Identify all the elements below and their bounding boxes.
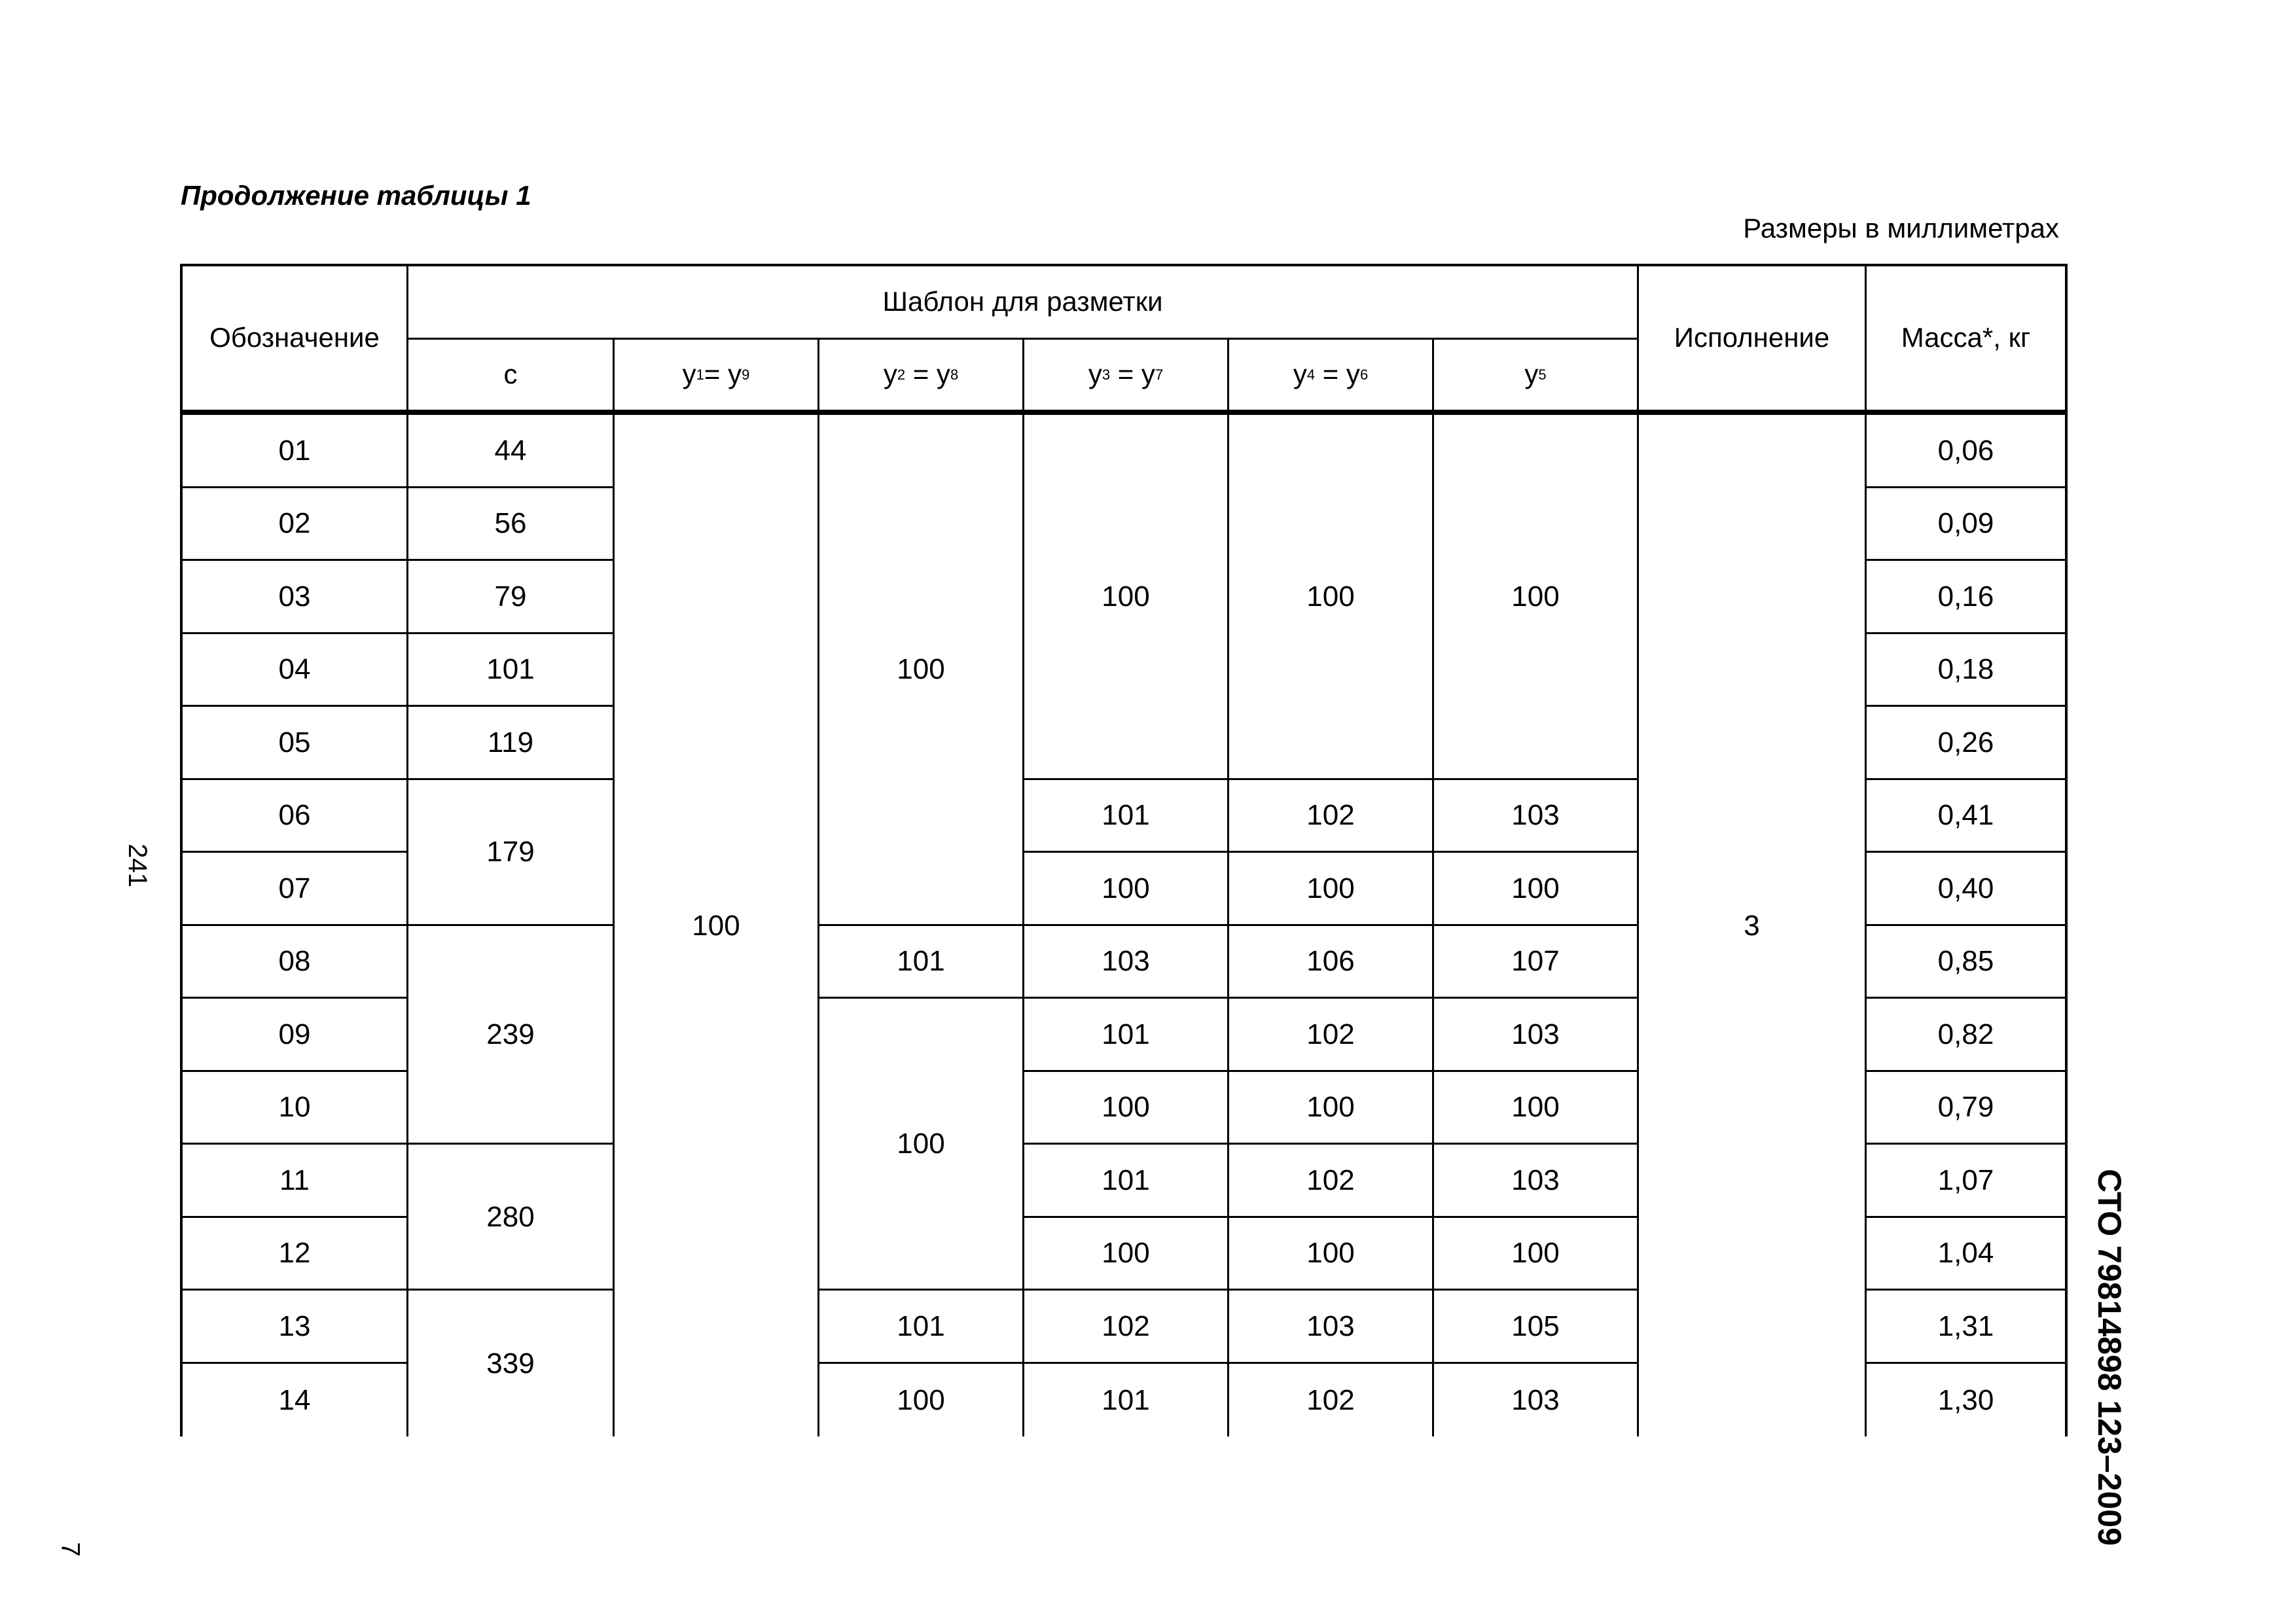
header-y4-y6: y 4 = y 6 (1229, 340, 1434, 415)
header-y2-y8: y 2 = y 8 (819, 340, 1024, 415)
mass-cell: 0,26 (1867, 707, 2065, 780)
c-cell: 79 (408, 561, 615, 634)
y4-y6-cell: 100 (1229, 1072, 1434, 1145)
y2-y8-cell: 100 (819, 1364, 1024, 1437)
y4-y6-cell: 102 (1229, 780, 1434, 853)
y2-y8-cell: 100 (819, 999, 1024, 1291)
y5-cell: 100 (1434, 415, 1639, 780)
y4-y6-cell: 103 (1229, 1291, 1434, 1364)
data-table (180, 264, 2068, 1436)
y5-cell: 103 (1434, 1364, 1639, 1437)
designation-cell: 07 (183, 853, 408, 926)
c-cell: 119 (408, 707, 615, 780)
c-cell: 280 (408, 1145, 615, 1291)
c-cell: 339 (408, 1291, 615, 1436)
y4-y6-cell: 100 (1229, 853, 1434, 926)
designation-cell: 02 (183, 488, 408, 562)
table-caption: Продолжение таблицы 1 (181, 180, 531, 211)
y5-cell: 105 (1434, 1291, 1639, 1364)
designation-cell: 11 (183, 1145, 408, 1218)
header-y3-y7: y 3 = y 7 (1024, 340, 1229, 415)
mass-cell: 0,82 (1867, 999, 2065, 1072)
y3-y7-cell: 100 (1024, 1218, 1229, 1291)
standard-designation: СТО 79814898 123–2009 (2090, 1169, 2128, 1546)
mass-cell: 0,16 (1867, 561, 2065, 634)
mass-cell: 0,40 (1867, 853, 2065, 926)
c-cell: 179 (408, 780, 615, 926)
mass-cell: 0,41 (1867, 780, 2065, 853)
header-designation: Обозначение (183, 266, 408, 415)
mass-cell: 0,18 (1867, 634, 2065, 707)
y2-y8-cell: 101 (819, 926, 1024, 999)
c-cell: 56 (408, 488, 615, 562)
designation-cell: 13 (183, 1291, 408, 1364)
designation-cell: 08 (183, 926, 408, 999)
mass-cell: 1,31 (1867, 1291, 2065, 1364)
units-note: Размеры в миллиметрах (1743, 213, 2059, 243)
page-number: 7 (56, 1542, 85, 1557)
y5-cell: 100 (1434, 1218, 1639, 1291)
mass-cell: 0,85 (1867, 926, 2065, 999)
c-cell: 239 (408, 926, 615, 1145)
y3-y7-cell: 101 (1024, 999, 1229, 1072)
y3-y7-cell: 101 (1024, 1364, 1229, 1437)
designation-cell: 09 (183, 999, 408, 1072)
y3-y7-cell: 100 (1024, 415, 1229, 780)
y5-cell: 107 (1434, 926, 1639, 999)
designation-cell: 05 (183, 707, 408, 780)
y4-y6-cell: 100 (1229, 1218, 1434, 1291)
mass-cell: 0,09 (1867, 488, 2065, 562)
designation-cell: 03 (183, 561, 408, 634)
mass-cell: 1,04 (1867, 1218, 2065, 1291)
y4-y6-cell: 100 (1229, 415, 1434, 780)
c-cell: 101 (408, 634, 615, 707)
mass-cell: 0,79 (1867, 1072, 2065, 1145)
y4-y6-cell: 102 (1229, 999, 1434, 1072)
execution-cell: 3 (1639, 415, 1867, 1436)
y3-y7-cell: 102 (1024, 1291, 1229, 1364)
designation-cell: 04 (183, 634, 408, 707)
header-mass: Масса*, кг (1867, 266, 2065, 415)
side-page-number: 241 (122, 844, 152, 887)
y3-y7-cell: 101 (1024, 780, 1229, 853)
y5-cell: 100 (1434, 1072, 1639, 1145)
mass-cell: 0,06 (1867, 415, 2065, 488)
designation-cell: 01 (183, 415, 408, 488)
header-template: Шаблон для разметки (408, 266, 1639, 340)
y5-cell: 103 (1434, 780, 1639, 853)
header-c: с (408, 340, 615, 415)
y4-y6-cell: 106 (1229, 926, 1434, 999)
y4-y6-cell: 102 (1229, 1364, 1434, 1437)
y3-y7-cell: 100 (1024, 853, 1229, 926)
mass-cell: 1,07 (1867, 1145, 2065, 1218)
mass-cell: 1,30 (1937, 1383, 1994, 1416)
y3-y7-cell: 100 (1024, 1072, 1229, 1145)
designation-cell: 14 (183, 1364, 408, 1437)
y5-cell: 103 (1434, 1145, 1639, 1218)
y3-y7-cell: 101 (1024, 1145, 1229, 1218)
header-y5: y 5 (1434, 340, 1639, 415)
designation-cell: 12 (183, 1218, 408, 1291)
y4-y6-cell: 102 (1229, 1145, 1434, 1218)
y5-cell: 100 (1434, 853, 1639, 926)
designation-cell: 10 (183, 1072, 408, 1145)
header-y1-y9: y 1 = y 9 (615, 340, 819, 415)
y3-y7-cell: 103 (1024, 926, 1229, 999)
header-execution: Исполнение (1639, 266, 1867, 415)
y1-y9-cell: 100 (615, 415, 819, 1436)
designation-cell: 06 (183, 780, 408, 853)
y5-cell: 103 (1434, 999, 1639, 1072)
y2-y8-cell: 100 (819, 415, 1024, 926)
y2-y8-cell: 101 (819, 1291, 1024, 1364)
c-cell: 44 (408, 415, 615, 488)
